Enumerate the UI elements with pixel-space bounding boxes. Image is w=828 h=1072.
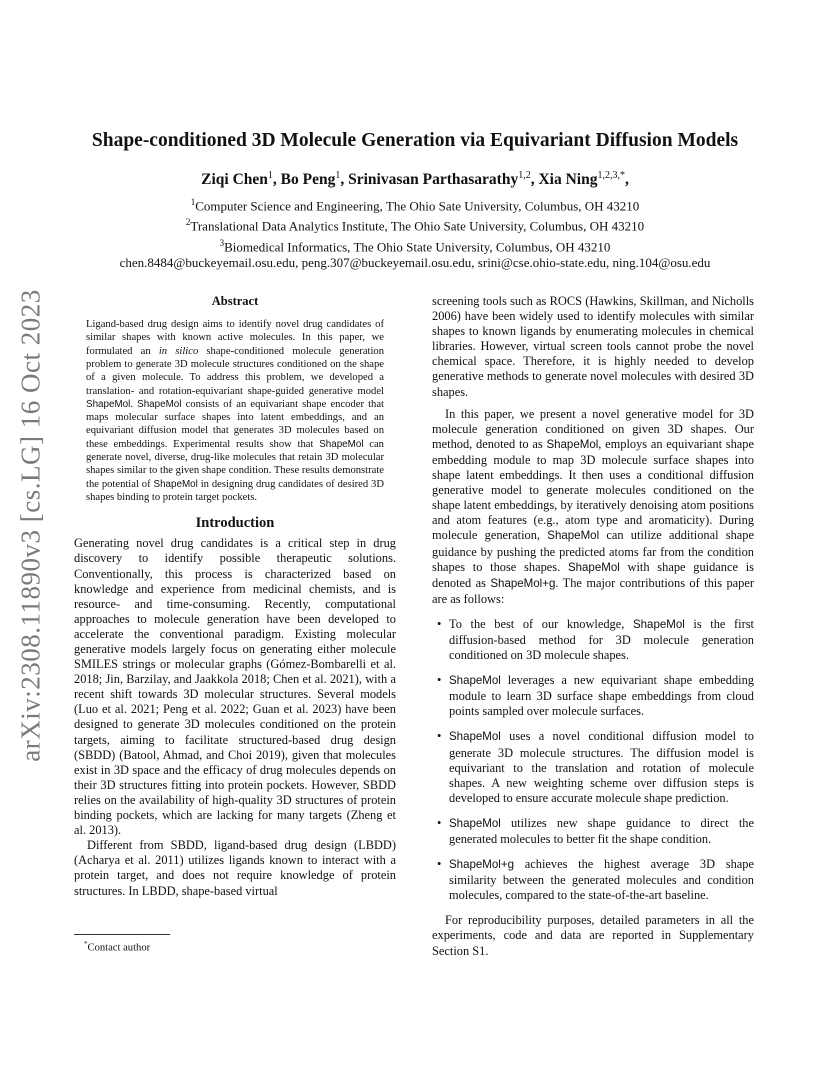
- intro-paragraph: For reproducibility purposes, detailed parameters in all the experiments, code and data are reported in Supplementary Section S1.: [432, 913, 754, 958]
- list-item: • ShapeMol utilizes new shape guidance to direct the generated molecules to better fit the shape condition.: [437, 815, 754, 846]
- arxiv-watermark: [8, 290, 54, 760]
- author: Srinivasan Parthasarathy$^{1,2}$,: [348, 170, 539, 189]
- intro-paragraph: Different from SBDD, ligand-based drug design (LBDD) (Acharya et al. 2011) utilizes ligands known to interact with a protein target, and does not require knowledge of protein structures. In LBDD, shape-based virtual: [74, 838, 396, 898]
- affiliations: [70, 194, 760, 271]
- abstract-heading: Abstract: [211, 294, 259, 308]
- author: Ziqi Chen$^1$,: [201, 170, 281, 189]
- affiliation: $^2$Translational Data Analytics Institute, The Ohio Sate University, Columbus, OH 43210: [185, 217, 645, 234]
- arxiv-id: arXiv:2308.11890v3 [cs.LG] 16 Oct 2023: [15, 288, 46, 762]
- list-item: • ShapeMol leverages a new equivariant shape embedding module to learn 3D surface shape embeddings from cloud points sampled over molecule surfaces.: [437, 673, 754, 719]
- bullet-icon: •: [437, 729, 442, 744]
- left-column: [74, 294, 396, 899]
- intro-paragraph-continued: screening tools such as ROCS (Hawkins, Skillman, and Nicholls 2006) have been widely used to identify molecules with similar shapes to known ligands by enumerating molecules in chemical libraries. However, virtual screen tools cannot probe the novel chemical space. Therefore, it is highly needed to develop generative methods to generate novel molecules with desired 3D shapes.: [432, 294, 754, 399]
- abstract-body: Ligand-based drug design aims to identify novel drug candidates of similar shapes with known active molecules. In this paper, we formulated an in silico shape-conditioned molecule generation problem to generate 3D molecule structures conditioned on the shape of a given molecule. To address this problem, we developed a translation- and rotation-equivariant shape-guided generative model ShapeMol. ShapeMol consists of an equivariant shape encoder that maps molecular surface shapes into latent embeddings, and an equivariant diffusion model that generates 3D molecules based on these embeddings. Experimental results show that ShapeMol can generate novel, diverse, drug-like molecules that retain 3D molecular shapes similar to the given shape condition. These results demonstrate the potential of ShapeMol in designing drug candidates of desired 3D shapes binding to protein target pockets.: [86, 319, 385, 503]
- bullet-icon: •: [437, 815, 442, 830]
- intro-paragraph: In this paper, we present a novel generative model for 3D molecule generation conditioned on given 3D shapes. Our method, denoted to as ShapeMol, employs an equivariant shape embedding module to map 3D molecule surface shapes into shape latent embeddings. It then uses a conditional diffusion generative model to generate molecules conditioned on the shape latent embeddings, by iteratively denoising atom positions and atom features (e.g., atom type and aromaticity). During molecule generation, ShapeMol can utilize additional shape guidance by pushing the predicted atoms far from the condition shapes to those shapes. ShapeMol with shape guidance is denoted as ShapeMol+g. The major contributions of this paper are as follows:: [432, 406, 755, 606]
- bullet-icon: •: [437, 616, 442, 631]
- right-column: [432, 294, 754, 959]
- author: Bo Peng$^1$,: [280, 170, 349, 189]
- bullet-icon: •: [437, 857, 442, 872]
- introduction-heading: Introduction: [195, 515, 275, 532]
- author: Xia Ning$^{1,2,3,*}$,: [538, 170, 629, 189]
- author-list: [70, 170, 760, 189]
- paper-title: Shape-conditioned 3D Molecule Generation via Equivariant Diffusion Models: [91, 130, 739, 151]
- author-emails: chen.8484@buckeyemail.osu.edu, peng.307@buckeyemail.osu.edu, srini@cse.ohio-state.edu, ning.104@osu.edu: [119, 254, 711, 270]
- bullet-icon: •: [437, 673, 442, 688]
- list-item: • ShapeMol uses a novel conditional diffusion model to generate 3D molecule structures. The diffusion model is equivariant to the translation and rotation of molecule shapes. A new weighting scheme over diffusion steps is developed to ensure accurate molecule shape prediction.: [437, 729, 754, 805]
- affiliation: $^3$Biomedical Informatics, The Ohio State University, Columbus, OH 43210: [219, 237, 611, 254]
- intro-paragraph: Generating novel drug candidates is a critical step in drug discovery to identify possible therapeutic solutions. Conventionally, this process is characterized based on knowledge and experience from medicinal chemists, and is resource- and time-consuming. Recently, computational approaches to molecule generation have been developed to accelerate the conventional paradigm. Existing molecular generative models largely focus on generating either molecule SMILES strings or molecular graphs (Gómez-Bombarelli et al. 2018; Jin, Barzilay, and Jaakkola 2018; Chen et al. 2021), with a recent shift towards 3D molecular structures. Several models (Luo et al. 2021; Peng et al. 2022; Guan et al. 2023) have been designed to generate 3D molecules conditioned on the protein targets, aiming to facilitate structured-based drug design (SBDD) (Batool, Ahmad, and Choi 2019), given that molecules exist in 3D space and the efficacy of drug molecules depends on their 3D structures fitting into protein pockets. However, SBDD relies on the availability of high-quality 3D structures of protein binding pockets, which are lacking for many targets (Zheng et al. 2013).: [74, 536, 396, 838]
- footnote-divider: [74, 934, 170, 935]
- affiliation: $^1$Computer Science and Engineering, The Ohio Sate University, Columbus, OH 43210: [190, 197, 640, 214]
- list-item: • ShapeMol+g achieves the highest average 3D shape similarity between the generated molecules and condition molecules, compared to the state-of-the-art baseline.: [437, 857, 754, 903]
- footnote: *Contact author: [84, 940, 151, 954]
- list-item: • To the best of our knowledge, ShapeMol is the first diffusion-based method for 3D molecule generation conditioned on 3D molecule shapes.: [437, 616, 754, 663]
- contributions-list: [432, 617, 754, 904]
